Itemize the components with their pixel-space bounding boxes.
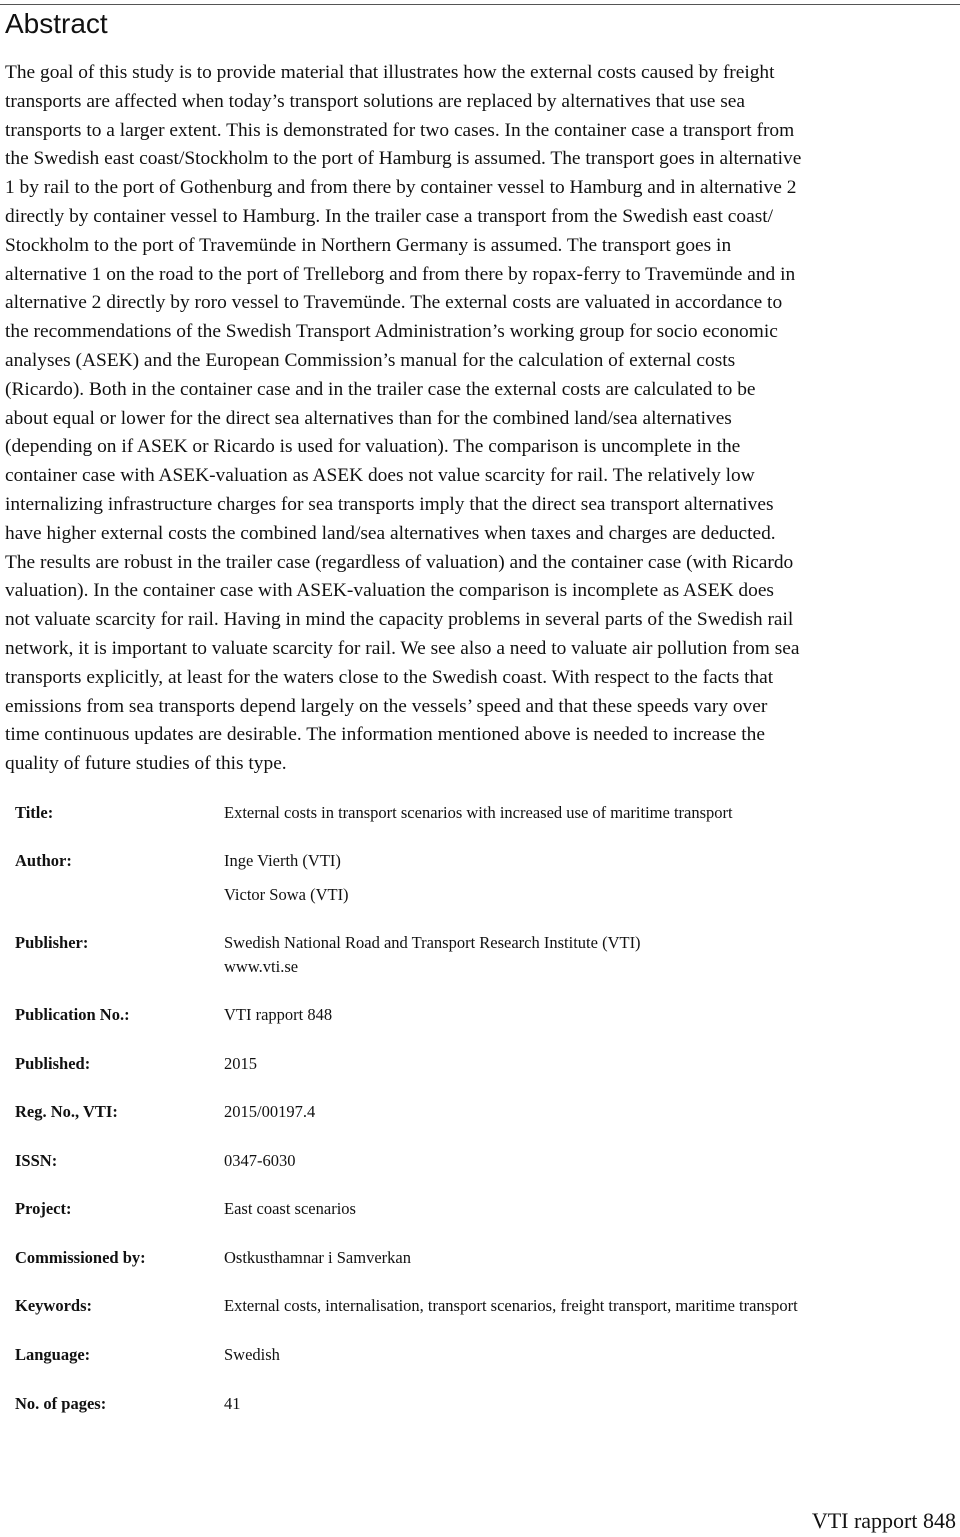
publisher-value (224, 931, 944, 979)
author-label: Author: (15, 851, 72, 870)
reg-number-label: Reg. No., VTI: (15, 1102, 118, 1121)
keywords-label: Keywords: (15, 1296, 92, 1315)
pages-label: No. of pages: (15, 1394, 107, 1413)
commissioned-value: Ostkusthamnar i Samverkan (224, 1248, 411, 1267)
language-value: Swedish (224, 1345, 280, 1364)
publication-number-label: Publication No.: (15, 1005, 130, 1024)
title-label: Title: (15, 803, 54, 822)
published-label: Published: (15, 1054, 91, 1073)
top-rule (0, 4, 960, 5)
publisher-website: www.vti.se (224, 957, 299, 976)
reg-number-value: 2015/00197.4 (224, 1102, 316, 1121)
project-value: East coast scenarios (224, 1199, 356, 1218)
page-footer: VTI rapport 848 (811, 1508, 956, 1533)
section-heading: Abstract (5, 8, 108, 39)
publisher-name: Swedish National Road and Transport Research Institute (VTI) (224, 933, 641, 952)
keywords-value: External costs, internalisation, transport scenarios, freight transport, maritime transport (224, 1296, 798, 1315)
published-value: 2015 (224, 1054, 257, 1073)
language-label: Language: (15, 1345, 91, 1364)
abstract-text: The goal of this study is to provide material that illustrates how the external costs caused by freight transports are affected when today’s transport solutions are replaced by alternatives that use sea transports to a larger extent. This is demonstrated for two cases. In the container case a transport from the Swedish east coast/Stockholm to the port of Hamburg is assumed. The transport goes in alternative 1 by rail to the port of Gothenburg and from there by container vessel to Hamburg and in alternative 2 directly by container vessel to Hamburg. In the trailer case a transport from the Swedish east coast/ Stockholm to the port of Travemünde in Northern Germany is assumed. The transport goes in alternative 1 on the road to the port of Trelleborg and from there by ropax-ferry to Travemünde and in alternative 2 directly by roro vessel to Travemünde. The external costs are valuated in accordance to the recommendations of the Swedish Transport Administration’s working group for socio economic analyses (ASEK) and the European Commission’s manual for the calculation of external costs (Ricardo). Both in the container case and in the trailer case the external costs are calculated to be about equal or lower for the direct sea alternatives than for the combined land/sea alternatives (depending on if ASEK or Ricardo is used for valuation). The comparison is uncomplete in the container case with ASEK-valuation as ASEK does not value scarcity for rail. The relatively low internalizing infrastructure charges for sea transports imply that the direct sea transport alternatives have higher external costs the combined land/sea alternatives when taxes and charges are deducted. The results are robust in the trailer case (regardless of valuation) and the container case (with Ricardo valuation). In the container case with ASEK-valuation the comparison is incomplete as ASEK does not valuate scarcity for rail. Having in mind the capacity problems in several parts of the Swedish rail network, it is important to valuate scarcity for rail. We see also a need to valuate air pollution from sea transports explicitly, at least for the waters close to the Swedish coast. With respect to the facts that emissions from sea transports depend largely on the vessels’ speed and that these speeds vary over time continuous updates are desirable. The information mentioned above is needed to increase the quality of future studies of this type. (5, 62, 802, 775)
pages-value: 41 (224, 1394, 241, 1413)
author-value (224, 849, 944, 907)
author-name: Victor Sowa (VTI) (224, 885, 349, 904)
publication-number-value: VTI rapport 848 (224, 1005, 333, 1024)
issn-label: ISSN: (15, 1151, 58, 1170)
commissioned-label: Commissioned by: (15, 1248, 146, 1267)
title-value: External costs in transport scenarios with increased use of maritime transport (224, 803, 733, 822)
issn-value: 0347-6030 (224, 1151, 296, 1170)
publisher-label: Publisher: (15, 933, 89, 952)
author-name: Inge Vierth (VTI) (224, 851, 341, 870)
project-label: Project: (15, 1199, 72, 1218)
